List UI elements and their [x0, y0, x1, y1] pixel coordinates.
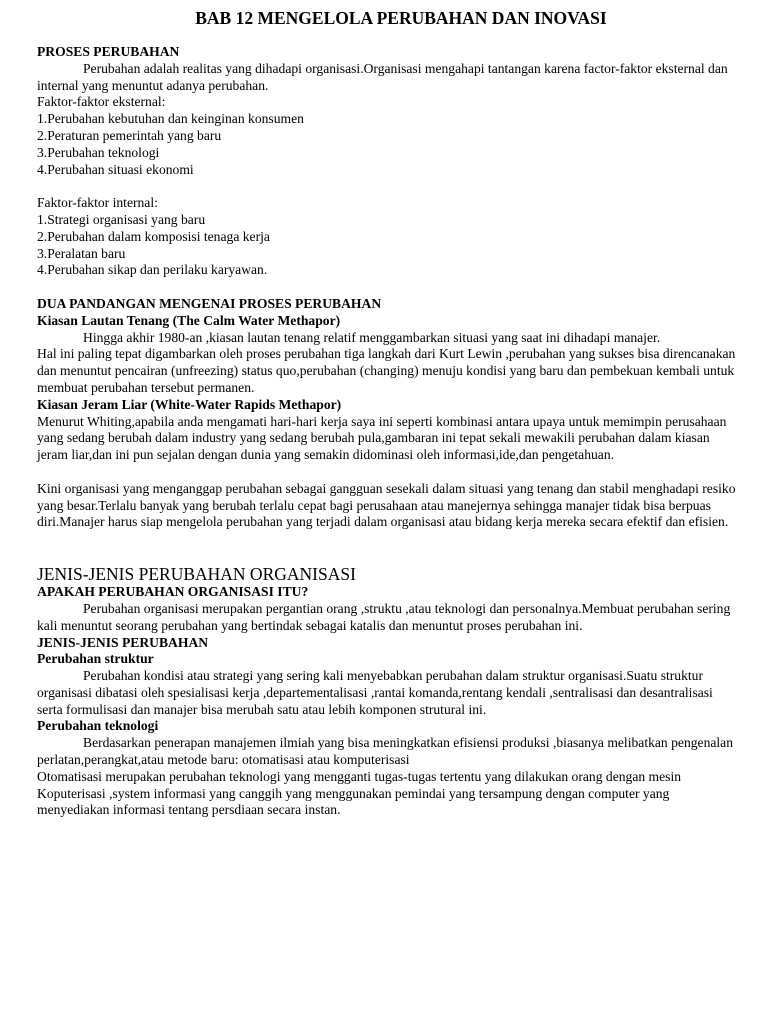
paragraph-rapids-2: Kini organisasi yang menganggap perubahan sebagai gangguan sesekali dalam situasi yang tenang dan stabil menghadapi resiko yang besar.Terlalu banyak yang berubah terlalu cepat bagi perusahaan atau manejernya sehingga manajer tidak bisa berpuas diri.Manajer harus siap mengelola perubahan yang terjadi dalam organisasi atau bidang kerja mereka secara efektif dan efisien.: [37, 480, 736, 530]
paragraph-tech-1: Berdasarkan penerapan manajemen ilmiah yang bisa meningkatkan efisiensi produksi ,biasanya melibatkan pengenalan perlatan,perangkat,atau metode baru: otomatisasi atau komputerisasi: [37, 735, 734, 768]
paragraph-intro: Perubahan adalah realitas yang dihadapi organisasi.Organisasi mengahapi tantangan karena factor-faktor eksternal dan internal yang menuntut adanya perubahan.: [37, 60, 728, 93]
spacer: [37, 178, 737, 195]
section-heading-proses-perubahan: PROSES PERUBAHAN: [37, 44, 180, 59]
paragraph-rapids-1: Menurut Whiting,apabila anda mengamati hari-hari kerja saya ini seperti kombinasi antara upaya untuk memimpin perusahaan yang sedang berubah dalam industry yang sedang berubah pula,gambaran ini tepat sekali mewakili perubahan dalam kiasan jeram liar,dan ini pun sejalan dengan dunia yang semakin didominasi oleh informasi,ide,dan pengetahuan.: [37, 413, 727, 463]
list-item: 3.Peralatan baru: [37, 245, 126, 261]
internal-factors-list: [37, 212, 737, 279]
list-item: 1.Strategi organisasi yang baru: [37, 211, 206, 227]
document-title: BAB 12 MENGELOLA PERUBAHAN DAN INOVASI: [195, 8, 607, 28]
internal-factors-label: Faktor-faktor internal:: [37, 195, 158, 211]
spacer: [37, 464, 737, 481]
paragraph-calm-2: Hal ini paling tepat digambarkan oleh proses perubahan tiga langkah dari Kurt Lewin ,perubahan yang sukses bisa direncanakan dan menuntut pencairan (unfreezing) status quo,perubahan (changing) menuju kondisi yang baru dan pembekuan kembali untuk membuat perubahan tersebut permanen.: [37, 346, 736, 395]
section-heading-jenis-perubahan: JENIS-JENIS PERUBAHAN ORGANISASI: [37, 564, 356, 585]
paragraph-calm-1: Hingga akhir 1980-an ,kiasan lautan tenang relatif menggambarkan situasi yang saat ini dihadapi manajer.: [83, 329, 661, 345]
subheading-perubahan-struktur: Perubahan struktur: [37, 651, 154, 667]
paragraph-tech-3: Koputerisasi ,system informasi yang canggih yang menggunakan pemindai yang tersampung dengan computer yang menyediakan informasi tentang persdiaan secara instan.: [37, 785, 670, 818]
paragraph-what: Perubahan organisasi merupakan pergantian orang ,struktu ,atau teknologi dan personalnya.Membuat perubahan sering kali menuntut seorang perubahan yang bertindak sebagai katalis dan menuntut proses perubahan ini.: [37, 600, 731, 633]
external-factors-label: Faktor-faktor eksternal:: [37, 94, 166, 110]
paragraph-tech-2: Otomatisasi merupakan perubahan teknologi yang mengganti tugas-tugas tertentu yang dilakukan orang dengan mesin: [37, 768, 682, 784]
external-factors-list: [37, 111, 737, 178]
section-heading-dua-pandangan: DUA PANDANGAN MENGENAI PROSES PERUBAHAN: [37, 295, 382, 311]
subheading-jenis-perubahan: JENIS-JENIS PERUBAHAN: [37, 634, 209, 650]
subheading-perubahan-teknologi: Perubahan teknologi: [37, 718, 159, 734]
subheading-white-water: Kiasan Jeram Liar (White-Water Rapids Methapor): [37, 396, 342, 412]
subheading-apakah-perubahan: APAKAH PERUBAHAN ORGANISASI ITU?: [37, 584, 309, 600]
section-proses-perubahan: [37, 44, 737, 279]
list-item: 1.Perubahan kebutuhan dan keinginan konsumen: [37, 111, 304, 127]
spacer: [37, 279, 737, 296]
list-item: 3.Perubahan teknologi: [37, 144, 160, 160]
subheading-calm-water: Kiasan Lautan Tenang (The Calm Water Methapor): [37, 312, 341, 328]
list-item: 4.Perubahan situasi ekonomi: [37, 161, 194, 177]
section-jenis-perubahan: [37, 564, 737, 819]
document-page: [37, 8, 737, 819]
section-dua-pandangan: [37, 296, 737, 531]
paragraph-structure: Perubahan kondisi atau strategi yang sering kali menyebabkan perubahan dalam struktur organisasi.Suatu struktur organisasi dibatasi oleh spesialisasi kerja ,departementalisasi ,rantai komanda,rentang kendali ,sentralisasi dan desantralisasi serta formulisasi dan manajer bisa merubah satu atau lebih komponen strutural ini.: [37, 668, 713, 717]
list-item: 4.Perubahan sikap dan perilaku karyawan.: [37, 262, 268, 278]
list-item: 2.Peraturan pemerintah yang baru: [37, 127, 222, 143]
spacer: [37, 531, 737, 564]
list-item: 2.Perubahan dalam komposisi tenaga kerja: [37, 228, 270, 244]
